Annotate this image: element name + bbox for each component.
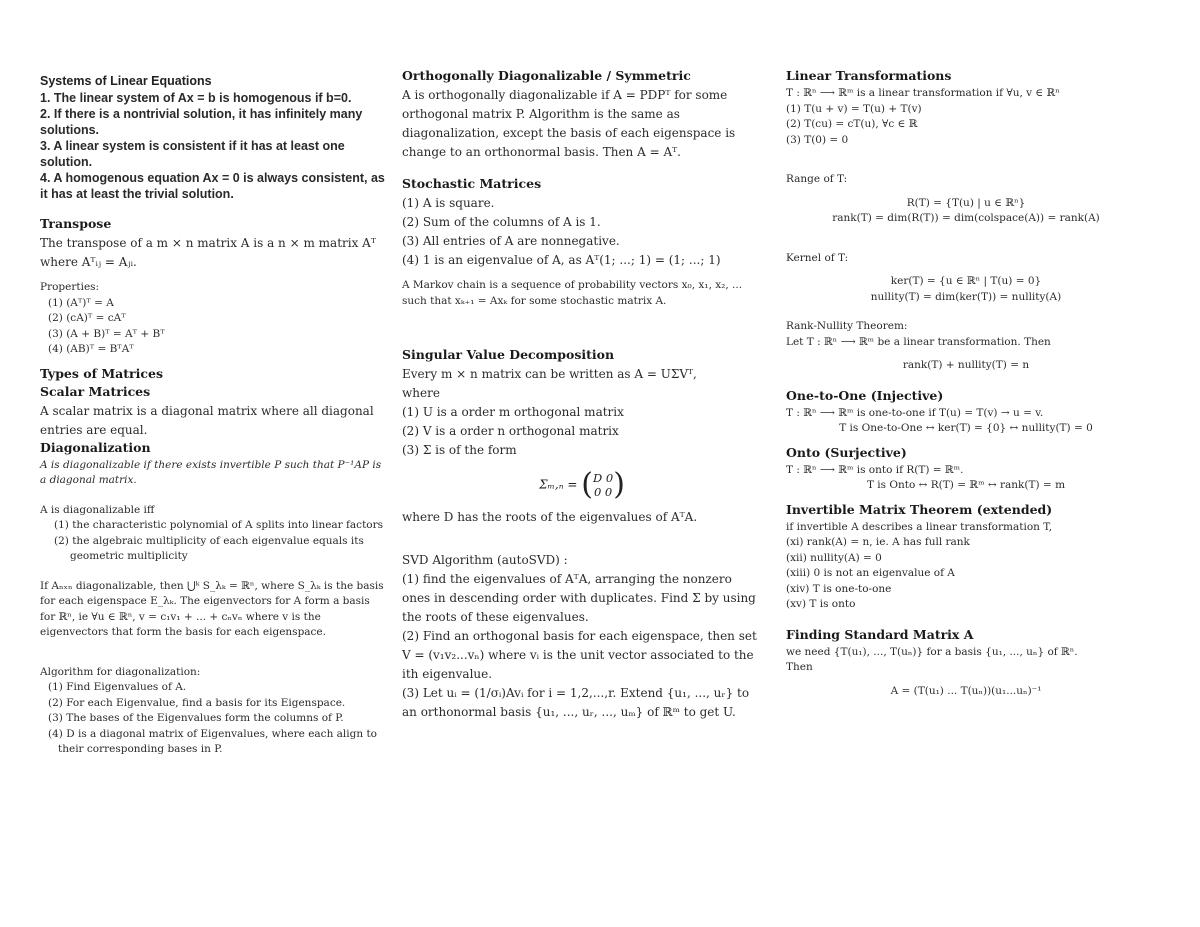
std-text: we need {T(u₁), ..., T(uₙ)} for a basis {u₁, ..., uₙ} of ℝⁿ. <box>786 645 1078 658</box>
imt-title: Invertible Matrix Theorem (extended) <box>786 501 1053 517</box>
sigma-rows <box>593 471 613 499</box>
transpose-title: Transpose <box>40 216 112 231</box>
sigma-row-1: D 0 <box>593 471 614 485</box>
imt-section <box>786 502 1146 613</box>
std-eq: A = (T(u₁) ... T(uₙ))(u₁...uₙ)⁻¹ <box>890 684 1042 697</box>
std-then: Then <box>786 661 813 673</box>
onto-section <box>786 445 1146 494</box>
rank-nullity-section <box>786 319 1146 374</box>
svd-algo-title: SVD Algorithm (autoSVD) : <box>402 553 568 567</box>
imt-item-xv: (xv) T is onto <box>786 598 856 610</box>
transpose-prop-2: (2) (cA)ᵀ = cAᵀ <box>48 312 126 324</box>
lt-item-2: (2) T(cu) = cT(u), ∀c ∈ ℝ <box>786 118 918 130</box>
svd-algo-step-3: (3) Let uᵢ = (1/σᵢ)Avᵢ for i = 1,2,...,r. Extend {u₁, ..., uᵣ} to an orthonormal basis {u₁, ..., uᵣ, ..., uₘ} of ℝᵐ to get U. <box>402 686 750 719</box>
stochastic-section <box>402 176 762 309</box>
std-title: Finding Standard Matrix A <box>786 626 974 642</box>
onto-text: T : ℝⁿ ⟶ ℝᵐ is onto if R(T) = ℝᵐ. <box>786 463 964 476</box>
svd-algo-step-2: (2) Find an orthogonal basis for each eigenspace, then set V = (v₁v₂...vₙ) where vᵢ is the unit vector associated to the ith eigenvalue. <box>402 629 757 681</box>
onto-eq: T is Onto ↔ R(T) = ℝᵐ ↔ rank(T) = m <box>866 479 1066 491</box>
ortho-text: A is orthogonally diagonalizable if A = PDPᵀ for some orthogonal matrix P. Algorithm is the same as diagonalization, except the basis of each eigenspace is change to an orthonormal basis. Then A = Aᵀ. <box>402 88 736 159</box>
diag-title: Diagonalization <box>40 439 151 455</box>
scalar-title: Scalar Matrices <box>40 383 151 399</box>
sigma-lhs: Σₘ,ₙ = <box>539 477 578 492</box>
systems-section <box>40 74 385 202</box>
diag-algo-title: Algorithm for diagonalization: <box>40 665 201 678</box>
lt-text: T : ℝⁿ ⟶ ℝᵐ is a linear transformation if ∀u, v ∈ ℝⁿ <box>786 87 1060 99</box>
right-paren: ) <box>613 467 625 502</box>
lt-item-3: (3) T(0) = 0 <box>786 133 849 146</box>
column-1 <box>40 68 385 758</box>
markov-text: A Markov chain is a sequence of probability vectors x₀, x₁, x₂, ... such that xₖ₊₁ = Axₖ for some stochastic matrix A. <box>402 279 743 307</box>
svd-item-1: (1) U is a order m orthogonal matrix <box>402 405 624 419</box>
kernel-label: Kernel of T: <box>786 251 849 264</box>
diag-text: A is diagonalizable if there exists invertible P such that P⁻¹AP is a diagonal matrix. <box>40 458 382 486</box>
transpose-section <box>40 216 385 358</box>
ortho-section <box>402 68 762 162</box>
lt-section <box>786 68 1146 148</box>
svd-where: where <box>402 386 440 400</box>
one-to-one-section <box>786 388 1146 437</box>
svd-intro: Every m × n matrix can be written as A = UΣVᵀ, <box>402 367 697 381</box>
lt-title: Linear Transformations <box>786 68 952 83</box>
stochastic-item-2: (2) Sum of the columns of A is 1. <box>402 215 601 229</box>
range-eq-1: R(T) = {T(u) | u ∈ ℝⁿ} <box>906 196 1026 209</box>
systems-title: Systems of Linear Equations <box>40 74 212 88</box>
range-eq-2: rank(T) = dim(R(T)) = dim(colspace(A)) = rank(A) <box>832 212 1100 224</box>
diag-condition-2: (2) the algebraic multiplicity of each eigenvalue equals its geometric multiplicity <box>54 534 364 562</box>
transpose-props-label: Properties: <box>40 281 100 293</box>
rank-nullity-text: Let T : ℝⁿ ⟶ ℝᵐ be a linear transformation. Then <box>786 335 1051 348</box>
stochastic-title: Stochastic Matrices <box>402 176 542 191</box>
diag-algo-step-1: (1) Find Eigenvalues of A. <box>48 681 187 693</box>
svd-after: where D has the roots of the eigenvalues of AᵀA. <box>402 510 698 524</box>
diag-algo-step-3: (3) The bases of the Eigenvalues form the columns of P. <box>48 712 344 724</box>
sigma-row-2: 0 0 <box>593 485 613 499</box>
one-to-one-title: One-to-One (Injective) <box>786 387 944 403</box>
imt-item-xiv: (xiv) T is one-to-one <box>786 582 892 595</box>
systems-item-2: 2. If there is a nontrivial solution, it has infinitely many solutions. <box>40 107 363 137</box>
rank-nullity-eq: rank(T) + nullity(T) = n <box>902 359 1030 371</box>
kernel-eq-1: ker(T) = {u ∈ ℝⁿ | T(u) = 0} <box>890 275 1042 287</box>
systems-item-4: 4. A homogenous equation Ax = 0 is always consistent, as it has at least the trivial solution. <box>40 171 385 201</box>
one-to-one-text: T : ℝⁿ ⟶ ℝᵐ is one-to-one if T(u) = T(v) → u = v. <box>786 406 1044 419</box>
transpose-prop-3: (3) (A + B)ᵀ = Aᵀ + Bᵀ <box>48 327 165 340</box>
types-title: Types of Matrices <box>40 365 163 381</box>
std-matrix-section <box>786 627 1146 700</box>
diag-basis-text: If Aₙₓₙ diagonalizable, then ⋃ᵏ S_λₖ = ℝⁿ, where S_λₖ is the basis for each eigenspace E_λₖ. The eigenvectors for A form a basis for ℝⁿ, ie ∀u ∈ ℝⁿ, v = c₁v₁ + ... + cₙvₙ where v is the eigenvectors that form the basis for each eigenspace. <box>40 579 384 638</box>
svd-algo-step-1: (1) find the eigenvalues of AᵀA, arranging the nonzero ones in descending order with duplicates. Find Σ by using the roots of these eigenvalues. <box>402 572 756 624</box>
ortho-title: Orthogonally Diagonalizable / Symmetric <box>402 68 691 83</box>
svd-item-3: (3) Σ is of the form <box>402 443 517 457</box>
diag-condition-1: (1) the characteristic polynomial of A splits into linear factors <box>54 519 384 531</box>
column-3 <box>786 68 1146 699</box>
imt-item-xiii: (xiii) 0 is not an eigenvalue of A <box>786 567 955 579</box>
lt-item-1: (1) T(u + v) = T(u) + T(v) <box>786 102 922 115</box>
svd-item-2: (2) V is a order n orthogonal matrix <box>402 424 619 438</box>
diag-algo-step-4: (4) D is a diagonal matrix of Eigenvalues, where each align to their corresponding bases in P. <box>48 727 378 755</box>
stochastic-item-4: (4) 1 is an eigenvalue of A, as Aᵀ(1; ...; 1) = (1; ...; 1) <box>402 253 721 267</box>
transpose-text: The transpose of a m × n matrix A is a n × m matrix Aᵀ where Aᵀᵢⱼ = Aⱼᵢ. <box>40 236 376 269</box>
imt-item-xi: (xi) rank(A) = n, ie. A has full rank <box>786 536 970 548</box>
sigma-matrix <box>402 467 762 502</box>
scalar-text: A scalar matrix is a diagonal matrix where all diagonal entries are equal. <box>40 403 374 437</box>
systems-item-3: 3. A linear system is consistent if it has at least one solution. <box>40 139 345 169</box>
onto-title: Onto (Surjective) <box>786 444 907 460</box>
left-paren: ( <box>581 467 593 502</box>
diag-algo-step-2: (2) For each Eigenvalue, find a basis for its Eigenspace. <box>48 696 346 709</box>
svd-title: Singular Value Decomposition <box>402 347 615 362</box>
systems-item-1: 1. The linear system of Ax = b is homogenous if b=0. <box>40 91 352 105</box>
svd-section <box>402 347 762 722</box>
imt-text: if invertible A describes a linear transformation T, <box>786 520 1053 533</box>
column-2 <box>402 68 762 722</box>
stochastic-item-3: (3) All entries of A are nonnegative. <box>402 234 620 248</box>
imt-item-xii: (xii) nullity(A) = 0 <box>786 551 882 564</box>
range-section <box>786 172 1146 227</box>
range-label: Range of T: <box>786 173 848 185</box>
rank-nullity-label: Rank-Nullity Theorem: <box>786 320 908 332</box>
transpose-prop-4: (4) (AB)ᵀ = BᵀAᵀ <box>48 343 134 355</box>
one-to-one-eq: T is One-to-One ↔ ker(T) = {0} ↔ nullity(T) = 0 <box>839 422 1093 434</box>
transpose-prop-1: (1) (Aᵀ)ᵀ = A <box>48 296 114 309</box>
diag-iff: A is diagonalizable iff <box>40 503 155 516</box>
kernel-eq-2: nullity(T) = dim(ker(T)) = nullity(A) <box>870 290 1062 303</box>
kernel-section <box>786 251 1146 306</box>
stochastic-item-1: (1) A is square. <box>402 196 495 210</box>
